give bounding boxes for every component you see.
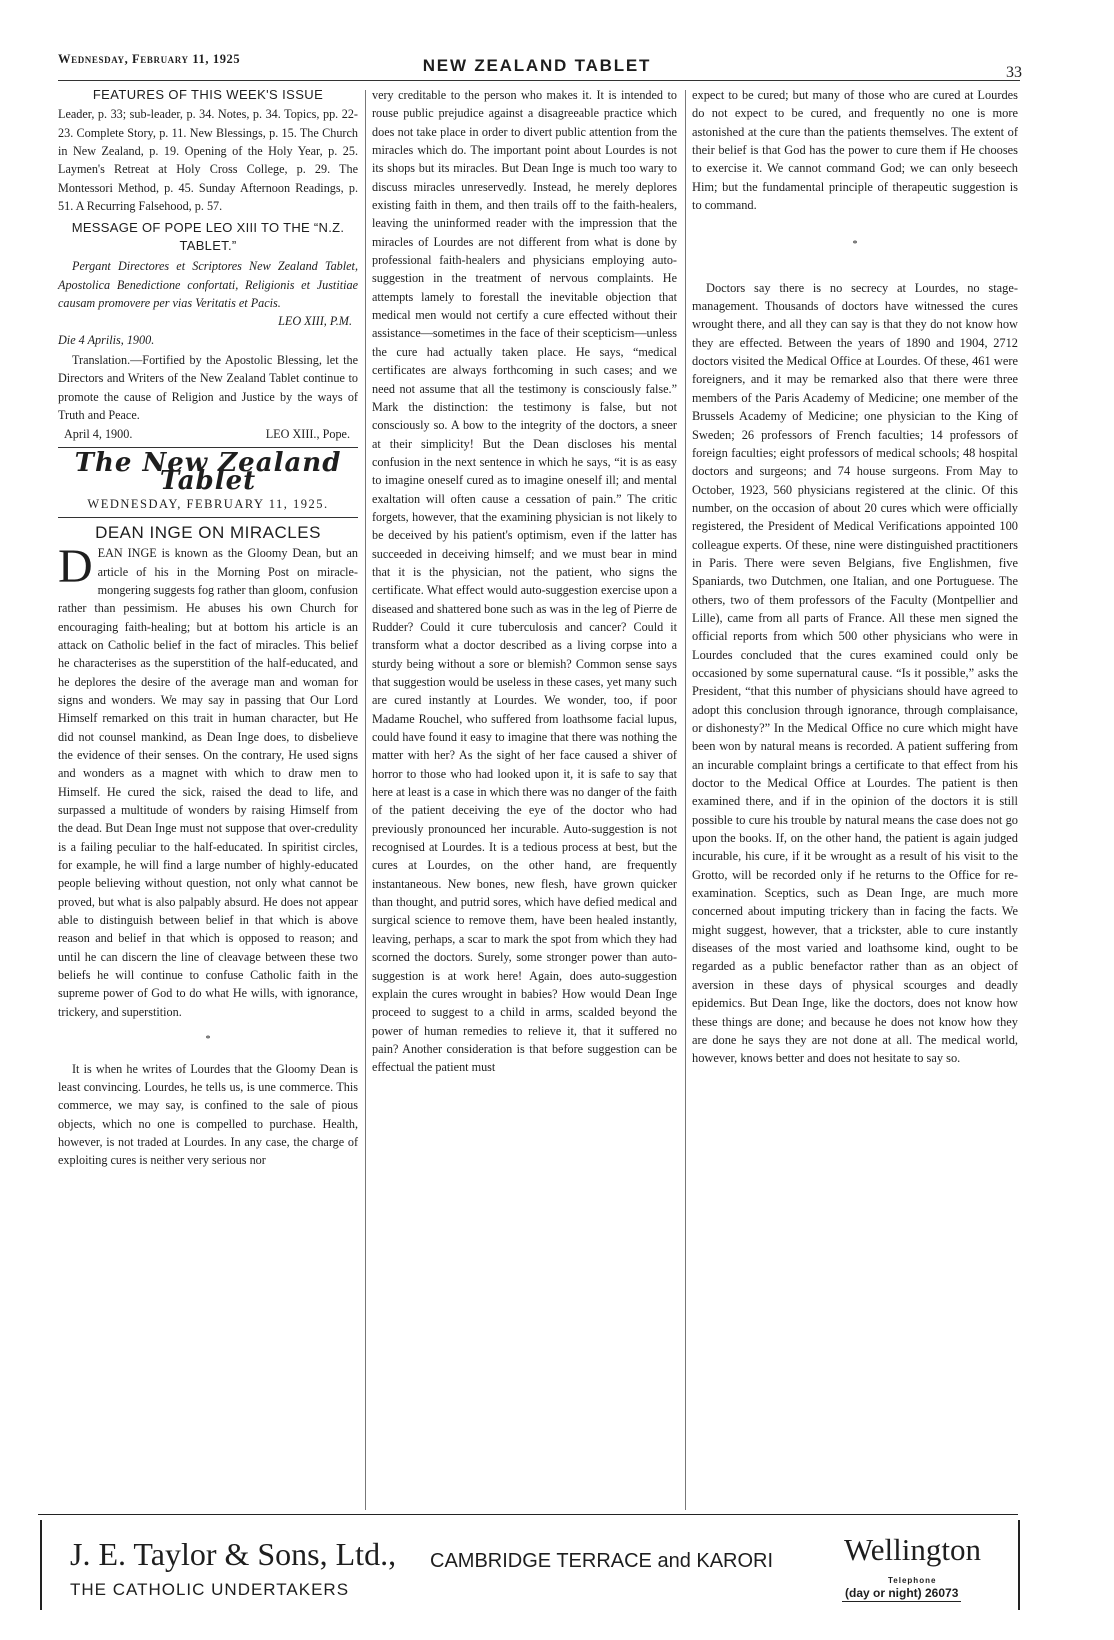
- issue-date: Wednesday, February 11, 1925: [58, 52, 241, 66]
- features-heading: FEATURES OF THIS WEEK'S ISSUE: [92, 87, 324, 102]
- translation-signature-line: [58, 425, 358, 443]
- editorial-paragraph-1: [58, 540, 358, 1021]
- column-divider: [685, 90, 686, 1510]
- drop-cap: D: [58, 540, 93, 594]
- translation: Translation.—Fortified by the Apostolic Blessing, let the Directors and Writers of the New Zealand Tablet continue to promote the cause of Religion and Justice by the ways of Truth and Peace.: [58, 353, 358, 423]
- latin-date: Die 4 Aprilis, 1900.: [58, 332, 155, 347]
- page-header: [58, 48, 1022, 81]
- advert-city: Wellington: [844, 1532, 981, 1567]
- editorial-paragraph-3: very creditable to the person who makes it. It is intended to rouse public prejudice against a disagreeable practice which does not take place in order to divert public attention from the miracles which do. The important point about Lourdes is not its shops but its miracles. But Dean Inge is much too wary to discuss miracles unreservedly. Instead, he merely deplores existing faith in them, and then trails off to the faith-healers, leaving the uninformed reader with the impression that the miracles of Lourdes are not different from what is done by professional faith-healers and physicians employing auto-suggestion in the treatment of nervous complaints. He attempts lamely to forestall the inevitable objection that medical men would not certify a cure effected without their assistance—sometimes in the face of their scepticism—unless the cure had actually taken place. He says, “medical certificates are always forthcoming in such cases; and we need not assume that all the testimony is consciously false.” Mark the distinction: the testimony is false, but not consciously so. A bow to the integrity of the doctors, a sneer at their simplicity! But the Dean discloses his mental confusion in the next sentence in which he says, “it is as easy to imagine oneself cured as to imagine oneself ill; and mental exaltation will often cause a cessation of pain.” The critic forgets, however, that the examining physician is not likely to be deceived by his patient's optimism, even if the latter has succeeded in deceiving himself; and we must bear in mind that it is the physician, not the patient, who signs the certificate. What effect would auto-suggestion exercise upon a diseased and shattered bone such as was in the leg of Pierre de Rudder? Could it cure tuberculosis and cancer? Could it transform what a doctor described as a living corpse into a sturdy being without a sore or blemish? Common sense says that suggestion would be useless in these cases, yet many such are cured instantly at Lourdes. We wonder, too, if poor Madame Rouchel, who suffered from loathsome facial lupus, could have found it easy to imagine that there was nothing the matter with her? As the sight of her face caused a shiver of horror to those who had looked upon it, it is safe to say that here at least is a case in which there was no danger of the faith of the patient deceiving the eye of the doctor who had previously pronounced her incurable. Auto-suggestion is not recognised at Lourdes. It is a tedious process at best, but the cures at Lourdes, on the other hand, are frequently instantaneous. New bones, new flesh, have grown quicker than thought, and putrid sores, which have defied medical and surgical science to remove them, have been healed instantly, leaving, perhaps, a scar to mark the spot from which they had scorned the doctors. Surely, some stronger power than auto-suggestion is at work here! Again, does auto-suggestion explain the cures wrought in babies? How would Dean Inge proceed to suggest to a child in arms, scalded beyond the power of human remedies to relieve it, that it suffered no pain? Another consideration is that before suggestion can be effectual the patient must: [372, 88, 677, 1075]
- editorial-paragraph-5: Doctors say there is no secrecy at Lourdes, no stage-management. Thousands of doctors have witnessed the cures wrought there, and all they can say is that they do not know how they are effected. Between the years of 1890 and 1904, 2712 doctors visited the Medical Office at Lourdes. Of these, 461 were foreigners, and it may be remarked also that there were three members of the Paris Academy of Medicine; one member of the Brussels Academy of Medicine; one physician to the King of Sweden; 26 professors of French faculties; 14 professors of foreign faculties; eight professors of medical schools; 48 hospital doctors and surgeons; and 74 house surgeons. From May to October, 1923, 560 physicians registered at the clinic. Of this number, on the occasion of about 20 cures which were officially registered, the President of Medical Verifications appointed 100 colleague experts. Of these, nine were distinguished practitioners in Paris. There were seven Belgians, five Englishmen, five Spaniards, two Dutchmen, one Italian, and one Portuguese. The others, two of them professors of the Faculty (Montpellier and Lille), came from all parts of France. All these men signed the official reports from which 500 other physicians who were in Lourdes concluded that the cures examined could only be occasioned by some supernatural cause. “Is it possible,” asks the President, “that this number of physicians should have agreed to adopt this conclusion through ignorance, through complaisance, or dishonesty?” In the Medical Office no cure which might have been won by natural means is recorded. A patient suffering from an incurable complaint brings a certificate to that effect from his doctor to the Medical Office at Lourdes. The patient is then examined there, and if in the opinion of the doctors it is still possible to cure his trouble by natural means the case does not go upon the books. If, on the other hand, the patient is again judged incurable, his cure, if it be wrought as a result of his visit to the Grotto, will be recorded only if he returns to the Office for re-examination. Sceptics, such as Dean Inge, are much more concerned about imputing trickery than in facing the facts. We might suggest, however, that a trickster, able to cure instantly diseases of the most varied and loathsome kind, ought to be regarded as a public benefactor rather than as an object of aversion in these days of physical scourges and deadly epidemics. But Dean Inge, like the doctors, does not know how these things are done; and because he does not know how they are done he says they are not done at all. The medical world, however, knows better and does not hesitate to say so.: [692, 280, 1018, 1066]
- masthead-dateline: WEDNESDAY, FEBRUARY 11, 1925.: [87, 496, 329, 511]
- translation-date: April 4, 1900.: [64, 426, 133, 441]
- advert-address: CAMBRIDGE TERRACE and KARORI: [430, 1550, 774, 1572]
- column-2: [372, 86, 677, 1077]
- page-number: 33: [1006, 64, 1022, 81]
- advert-firm-name: J. E. Taylor & Sons, Ltd.,: [70, 1536, 397, 1572]
- column-3: [692, 86, 1018, 1068]
- undertaker-advertisement: [40, 1520, 1020, 1610]
- translation-signature: LEO XIII., Pope.: [265, 426, 350, 441]
- latin-signature: LEO XIII, P.M.: [278, 314, 352, 329]
- section-rule: [58, 517, 358, 518]
- advert-trade: THE CATHOLIC UNDERTAKERS: [70, 1580, 350, 1599]
- editorial-heading: DEAN INGE ON MIRACLES: [95, 522, 321, 542]
- message-heading: MESSAGE OF POPE LEO XIII TO THE “N.Z. TABLET.”: [71, 220, 345, 254]
- features-body: Leader, p. 33; sub-leader, p. 34. Notes, p. 34. Topics, pp. 22-23. Complete Story, p. 11. New Blessings, p. 15. The Church in New Zealand, p. 19. Opening of the Holy Year, p. 25. Laymen's Retreat at Holy Cross College, p. 29. The Montessori Method, p. 45. Sunday Afternoon Readings, p. 51. A Recurring Falsehood, p. 57.: [58, 107, 358, 214]
- advert-telephone-label: Telephone: [888, 1576, 937, 1585]
- latin-message: Pergant Directores et Scriptores New Zealand Tablet, Apostolica Benedictione confortati, Religionis et Justitiae causam promovere per vias Veritatis et Pacis.: [58, 259, 358, 311]
- advert-rule: [38, 1514, 1018, 1515]
- editorial-paragraph-4: expect to be cured; but many of those who are cured at Lourdes do not expect to be cured, and frequently no one is more astonished at the cure than the patients themselves. The extent of their belief is that God has the power to cure them if He chooses to exercise it. We cannot command God; we can only beseech Him; but the fundamental principle of therapeutic suggestion is to command.: [692, 88, 1018, 213]
- masthead: The New Zealand Tablet: [74, 447, 342, 497]
- separator-star: *: [852, 239, 858, 251]
- publication-title: NEW ZEALAND TABLET: [422, 56, 652, 75]
- separator-star: *: [205, 1034, 211, 1046]
- column-divider: [365, 90, 366, 1510]
- header-rule: [58, 80, 1020, 81]
- column-1: [58, 86, 358, 1170]
- advert-telephone: (day or night) 26073: [842, 1586, 961, 1602]
- editorial-paragraph-1-text: EAN INGE is known as the Gloomy Dean, but an article of his in the Morning Post on miracle-mongering suggests fog rather than gloom, confusion rather than pessimism. He abuses his own Church for encouraging faith-healing; but at bottom his article is an attack on Catholic belief in the fact of miracles. This belief he characterises as the superstition of the half-educated, and he deplores the desire of the average man and woman for signs and wonders. We may say in passing that Our Lord Himself remarked on this trait in human character, but He did not counsel mankind, as Dean Inge does, to disbelieve the evidence of their senses. On the contrary, He used signs and wonders as a magnet with which to draw men to Himself. He cured the sick, raised the dead to life, and surpassed a multitude of wonders by raising Himself from the dead. But Dean Inge must not suppose that over-credulity is a failing peculiar to the half-educated. In spiritist circles, for example, he will find a large number of highly-educated people believing without question, not only what cannot be proved, but what is also palpably absurd. He does not appear able to distinguish between belief in that which is above reason and belief in that which is opposed to reason; and until he can discern the line of cleavage between these two beliefs he will continue to confuse Catholic faith in the supreme power of God to do what He wills, with ignorance, trickery, and superstition.: [58, 546, 358, 1019]
- editorial-paragraph-2: It is when he writes of Lourdes that the Gloomy Dean is least convincing. Lourdes, he tells us, is une commerce. This commerce, we may say, is confined to the sale of pious objects, which no one is compelled to purchase. Health, however, is not traded at Lourdes. In any case, the charge of exploiting cures is neither very serious nor: [58, 1061, 358, 1168]
